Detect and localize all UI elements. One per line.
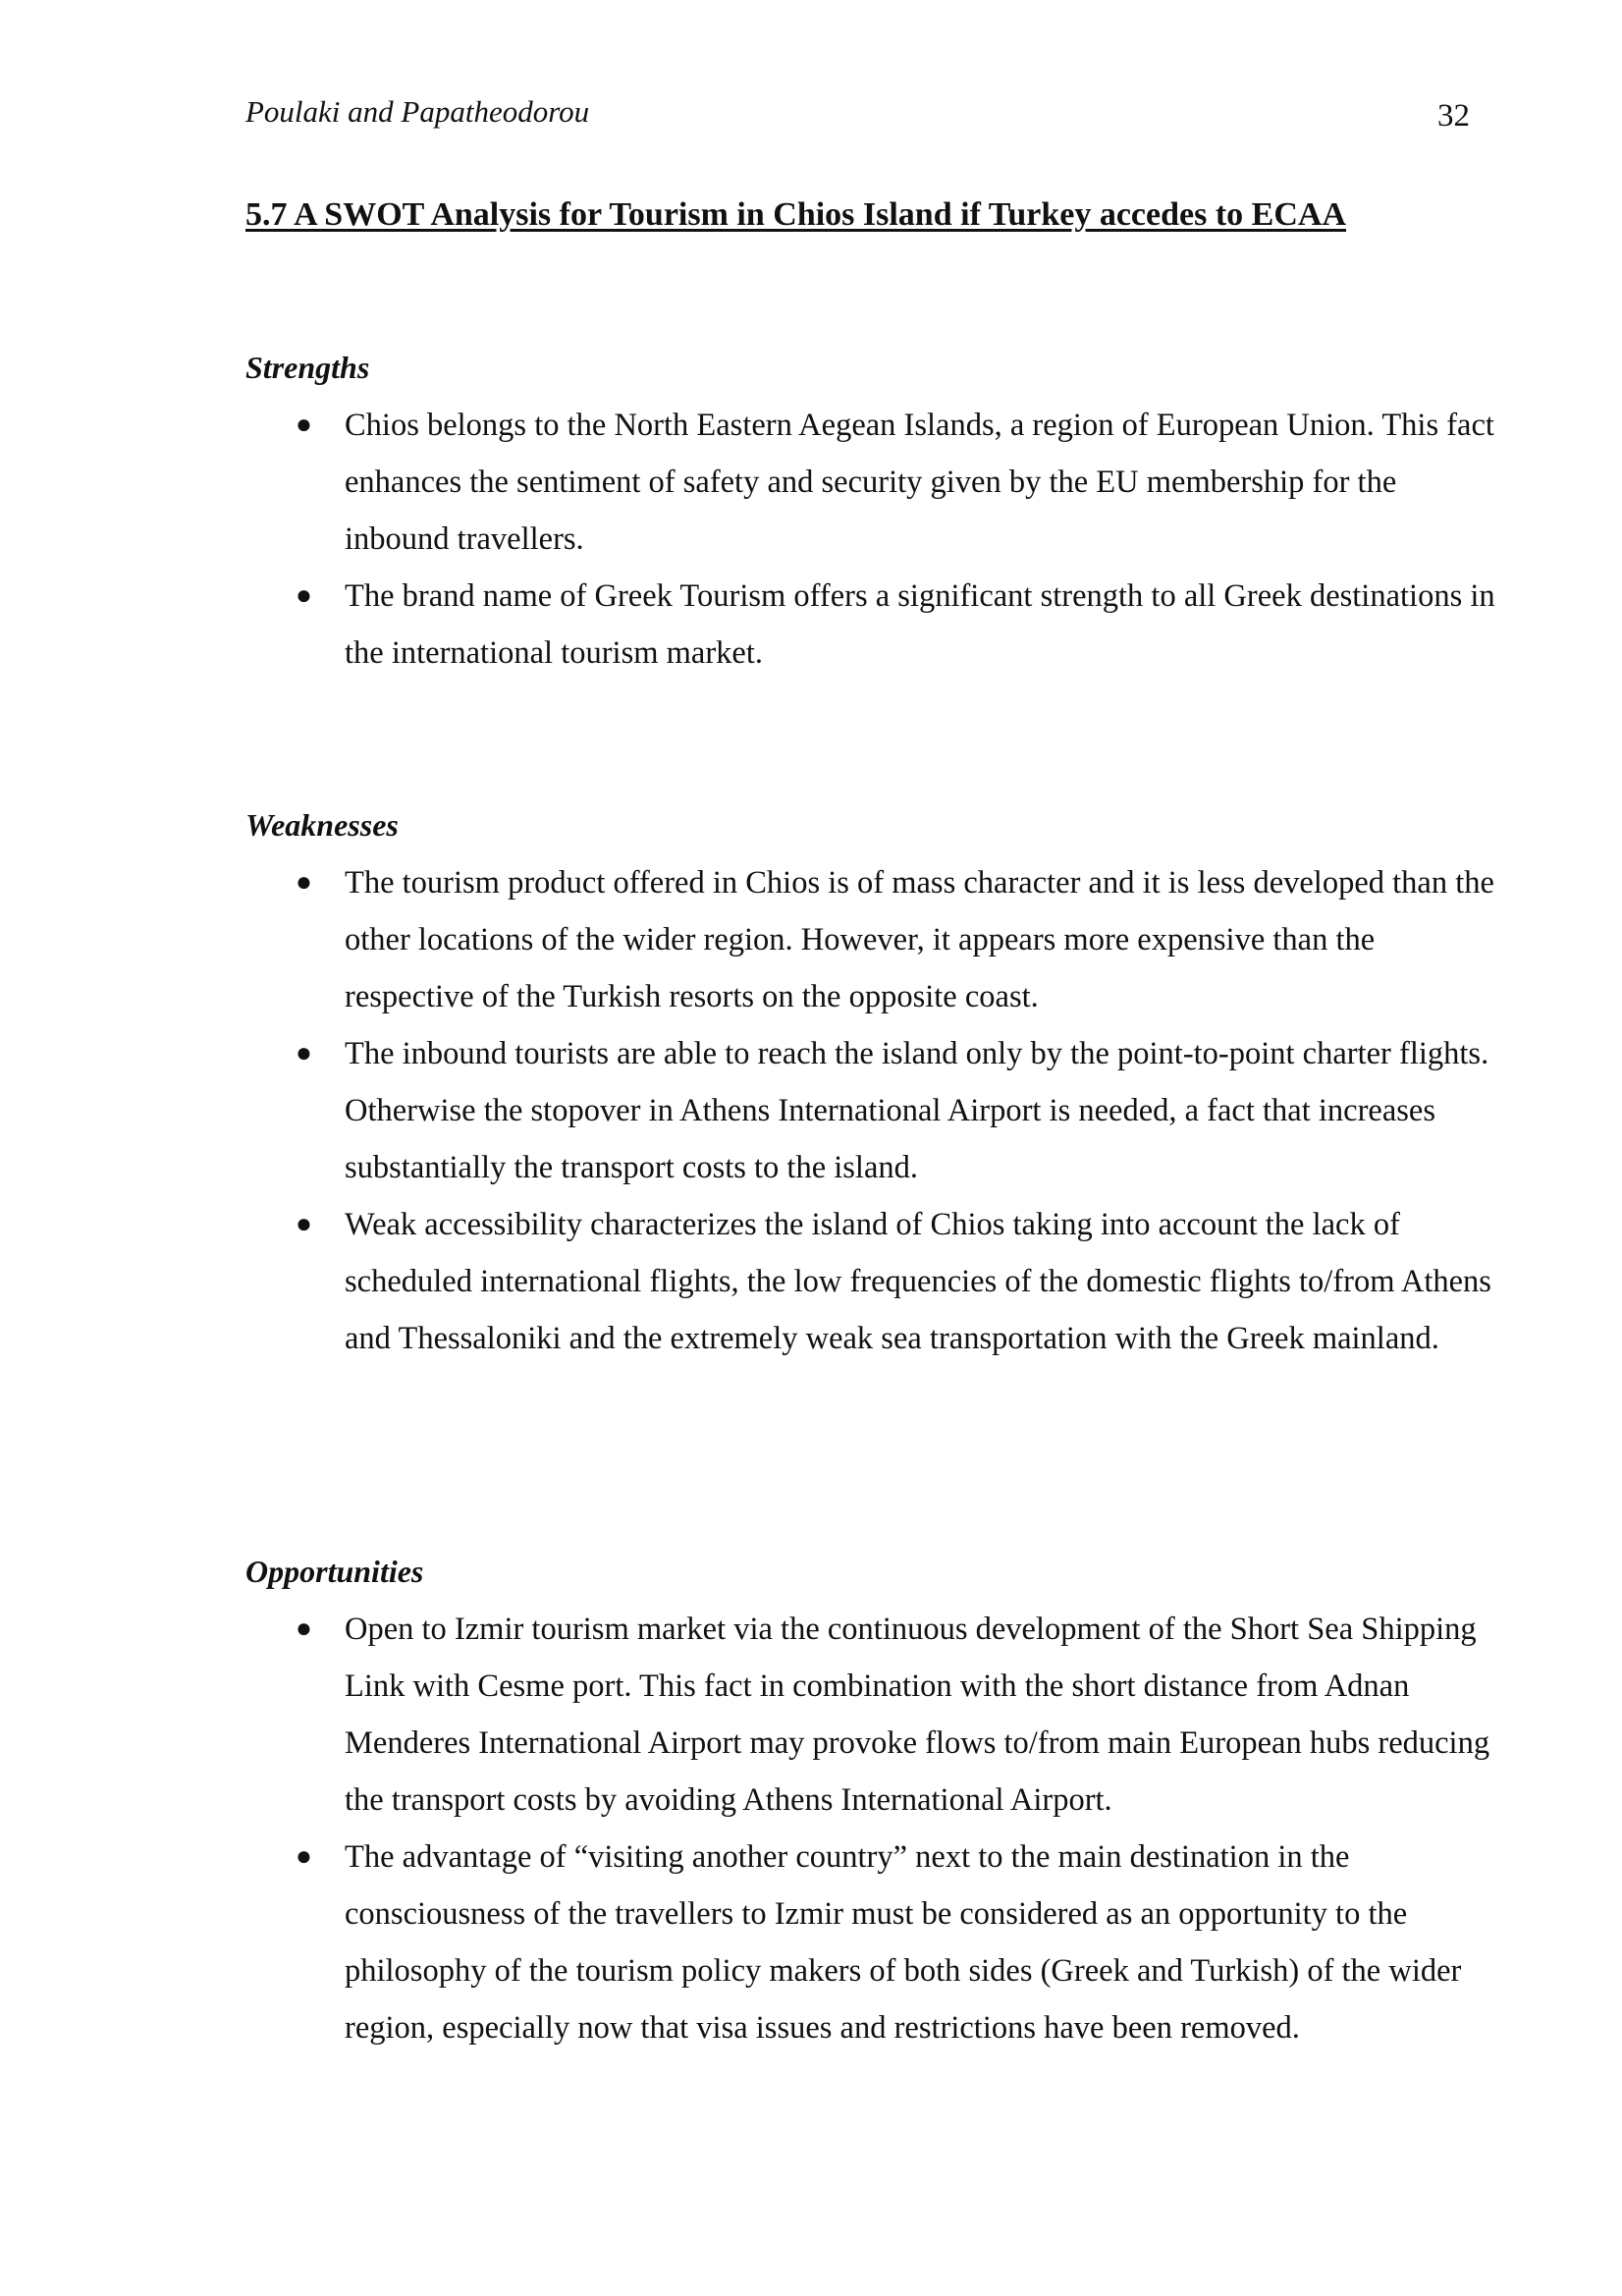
list-item-text: The brand name of Greek Tourism offers a significant strength to all Greek destinations in the international tourism market. xyxy=(345,578,1495,671)
weaknesses-heading: Weaknesses xyxy=(245,807,399,843)
bullet-icon: ● xyxy=(296,867,312,898)
list-item xyxy=(245,1025,1502,1196)
weaknesses-section xyxy=(245,805,1502,1367)
bullet-icon: ● xyxy=(296,1841,312,1872)
list-item-text: The inbound tourists are able to reach the island only by the point-to-point charter flights. Otherwise the stopover in Athens International Airport is needed, a fact that increases substantially the transport costs to the island. xyxy=(345,1036,1489,1185)
list-item xyxy=(245,568,1502,682)
list-item-text: Open to Izmir tourism market via the continuous development of the Short Sea Shipping Link with Cesme port. This fact in combination with the short distance from Adnan Menderes International Airport may provoke flows to/from main European hubs reducing the transport costs by avoiding Athens International Airport. xyxy=(345,1612,1490,1818)
strengths-heading: Strengths xyxy=(245,350,370,385)
list-item xyxy=(245,397,1502,568)
list-item xyxy=(245,1601,1502,1829)
bullet-icon: ● xyxy=(296,410,312,440)
list-item-text: Weak accessibility characterizes the island of Chios taking into account the lack of scheduled international flights, the low frequencies of the domestic flights to/from Athens and Thessaloniki and the extremely weak sea transportation with the Greek mainland. xyxy=(345,1207,1491,1356)
list-item-text: The advantage of “visiting another country” next to the main destination in the consciousness of the travellers to Izmir must be considered as an opportunity to the philosophy of the tourism policy makers of both sides (Greek and Turkish) of the wider region, especially now that visa issues and restrictions have been removed. xyxy=(345,1839,1462,2046)
opportunities-list xyxy=(245,1601,1502,2056)
bullet-icon: ● xyxy=(296,1038,312,1068)
list-item xyxy=(245,1829,1502,2056)
bullet-icon: ● xyxy=(296,580,312,611)
running-header-authors: Poulaki and Papatheodorou xyxy=(245,94,590,129)
list-item xyxy=(245,1196,1502,1367)
opportunities-heading: Opportunities xyxy=(245,1554,424,1589)
page-number: 32 xyxy=(1437,98,1470,134)
list-item xyxy=(245,854,1502,1025)
bullet-icon: ● xyxy=(296,1613,312,1644)
list-item-text: Chios belongs to the North Eastern Aegean Islands, a region of European Union. This fact enhances the sentiment of safety and security given by the EU membership for the inbound travellers. xyxy=(345,408,1494,557)
section-title: 5.7 A SWOT Analysis for Tourism in Chios Island if Turkey accedes to ECAA xyxy=(245,196,1347,233)
opportunities-section xyxy=(245,1552,1502,2056)
list-item-text: The tourism product offered in Chios is of mass character and it is less developed than the other locations of the wider region. However, it appears more expensive than the respective of the Turkish resorts on the opposite coast. xyxy=(345,865,1494,1014)
weaknesses-list xyxy=(245,854,1502,1367)
strengths-section xyxy=(245,348,1502,682)
bullet-icon: ● xyxy=(296,1209,312,1239)
strengths-list xyxy=(245,397,1502,682)
